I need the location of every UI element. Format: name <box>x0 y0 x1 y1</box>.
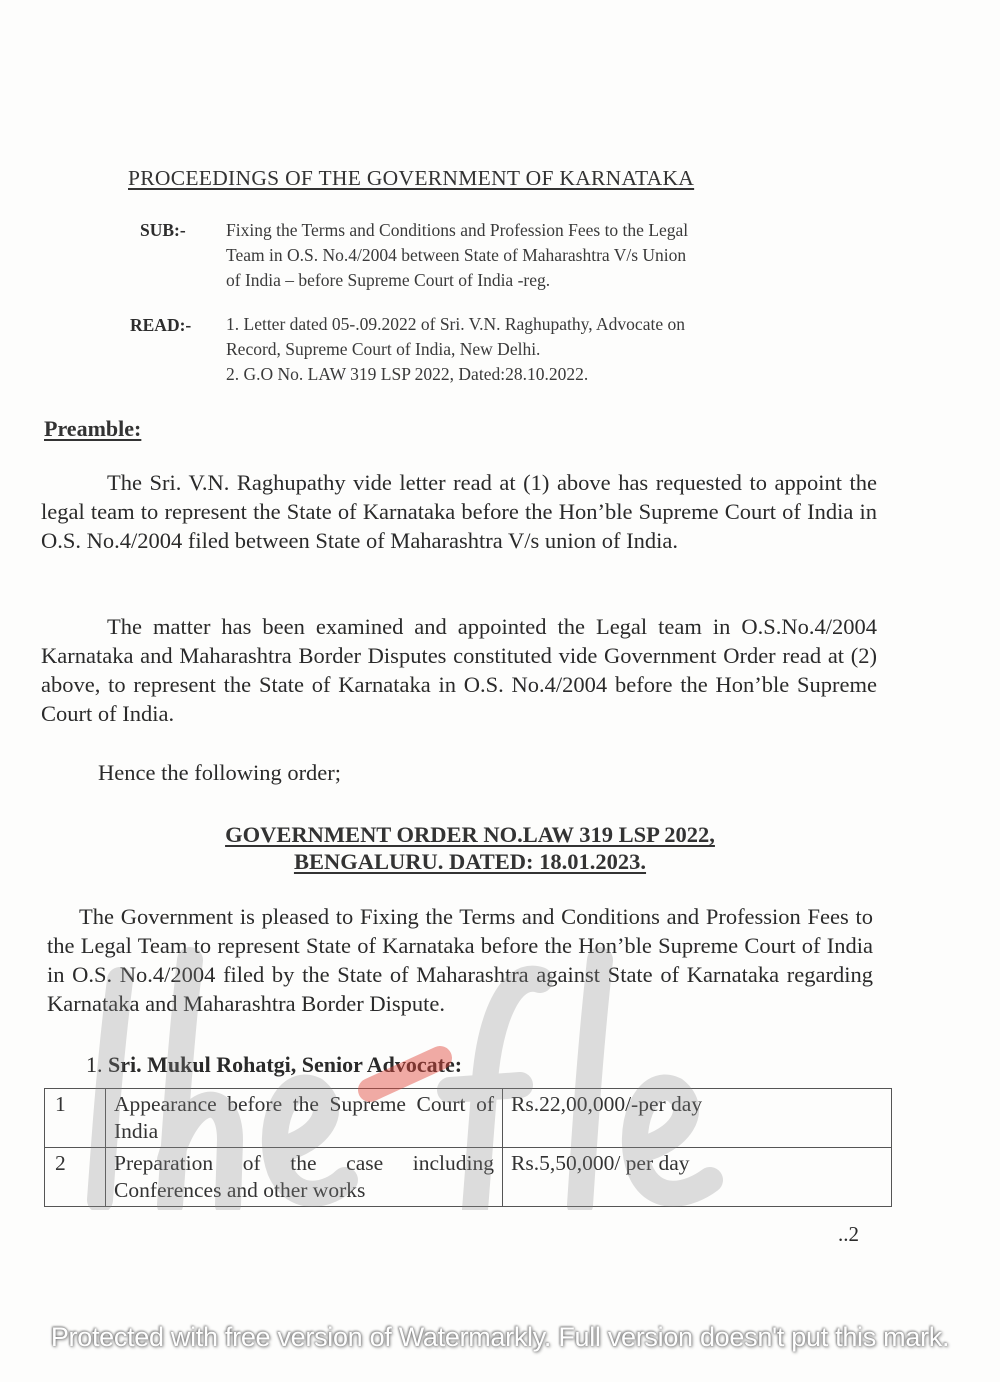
advocate-heading <box>86 1052 462 1078</box>
preamble-paragraph-2 <box>41 612 877 728</box>
read-line: 2. G.O No. LAW 319 LSP 2022, Dated:28.10.2022. <box>226 364 589 384</box>
page-continuation: ..2 <box>838 1222 859 1246</box>
subject-line: Team in O.S. No.4/2004 between State of Maharashtra V/s Union <box>226 245 687 265</box>
order-title-2-text: BENGALURU. DATED: 18.01.2023. <box>293 849 647 874</box>
preamble-paragraph-2-text: The matter has been examined and appointed the Legal team in O.S.No.4/2004 Karnataka and Maharashtra Border Disputes constituted vide Government Order read at (2) above, to represent the State of Karnataka in O.S. No.4/2004 before the Hon’ble Supreme Court of India. <box>41 614 877 726</box>
fee-description: Preparation of the case including Conferences and other works <box>106 1148 503 1207</box>
order-title-1-text: GOVERNMENT ORDER NO.LAW 319 LSP 2022, <box>225 822 715 847</box>
order-paragraph-text: The Government is pleased to Fixing the Terms and Conditions and Profession Fees to the Legal Team to represent State of Karnataka before the Hon’ble Supreme Court of India in O.S. No.4/2004 filed by the State of Maharashtra against State of Karnataka regarding Karnataka and Maharashtra Border Dispute. <box>47 904 873 1016</box>
order-paragraph <box>47 902 873 1018</box>
fees-table <box>44 1088 892 1207</box>
subject-line: Fixing the Terms and Conditions and Profession Fees to the Legal <box>226 220 689 240</box>
fee-number: 1 <box>45 1089 106 1148</box>
read-line: 1. Letter dated 05-.09.2022 of Sri. V.N. Raghupathy, Advocate on <box>226 314 685 334</box>
advocate-number: 1. <box>86 1052 103 1077</box>
order-title-line-1 <box>160 822 780 848</box>
fee-amount: Rs.22,00,000/-per day <box>503 1089 892 1148</box>
subject-line: of India – before Supreme Court of India -reg. <box>226 270 551 290</box>
table-row <box>45 1148 892 1207</box>
document-heading: PROCEEDINGS OF THE GOVERNMENT OF KARNATAKA <box>128 166 695 190</box>
hence-line: Hence the following order; <box>98 760 342 785</box>
table-row <box>45 1089 892 1148</box>
watermarkly-notice: Protected with free version of Watermarkly. Full version doesn't put this mark. <box>50 1322 950 1352</box>
fee-number: 2 <box>45 1148 106 1207</box>
subject-label: SUB:- <box>140 220 186 240</box>
read-text <box>226 312 806 387</box>
subject-text <box>226 218 806 293</box>
read-label: READ:- <box>130 315 192 335</box>
read-line: Record, Supreme Court of India, New Delhi. <box>226 339 541 359</box>
fee-amount: Rs.5,50,000/ per day <box>503 1148 892 1207</box>
preamble-heading: Preamble: <box>44 416 142 441</box>
preamble-paragraph-1-text: The Sri. V.N. Raghupathy vide letter read at (1) above has requested to appoint the legal team to represent the State of Karnataka before the Hon’ble Supreme Court of India in O.S. No.4/2004 filed between State of Maharashtra V/s union of India. <box>41 470 877 553</box>
fee-description: Appearance before the Supreme Court of India <box>106 1089 503 1148</box>
order-title-line-2 <box>160 849 780 875</box>
preamble-paragraph-1 <box>41 468 877 555</box>
advocate-name: Sri. Mukul Rohatgi, Senior Advocate: <box>108 1052 463 1077</box>
